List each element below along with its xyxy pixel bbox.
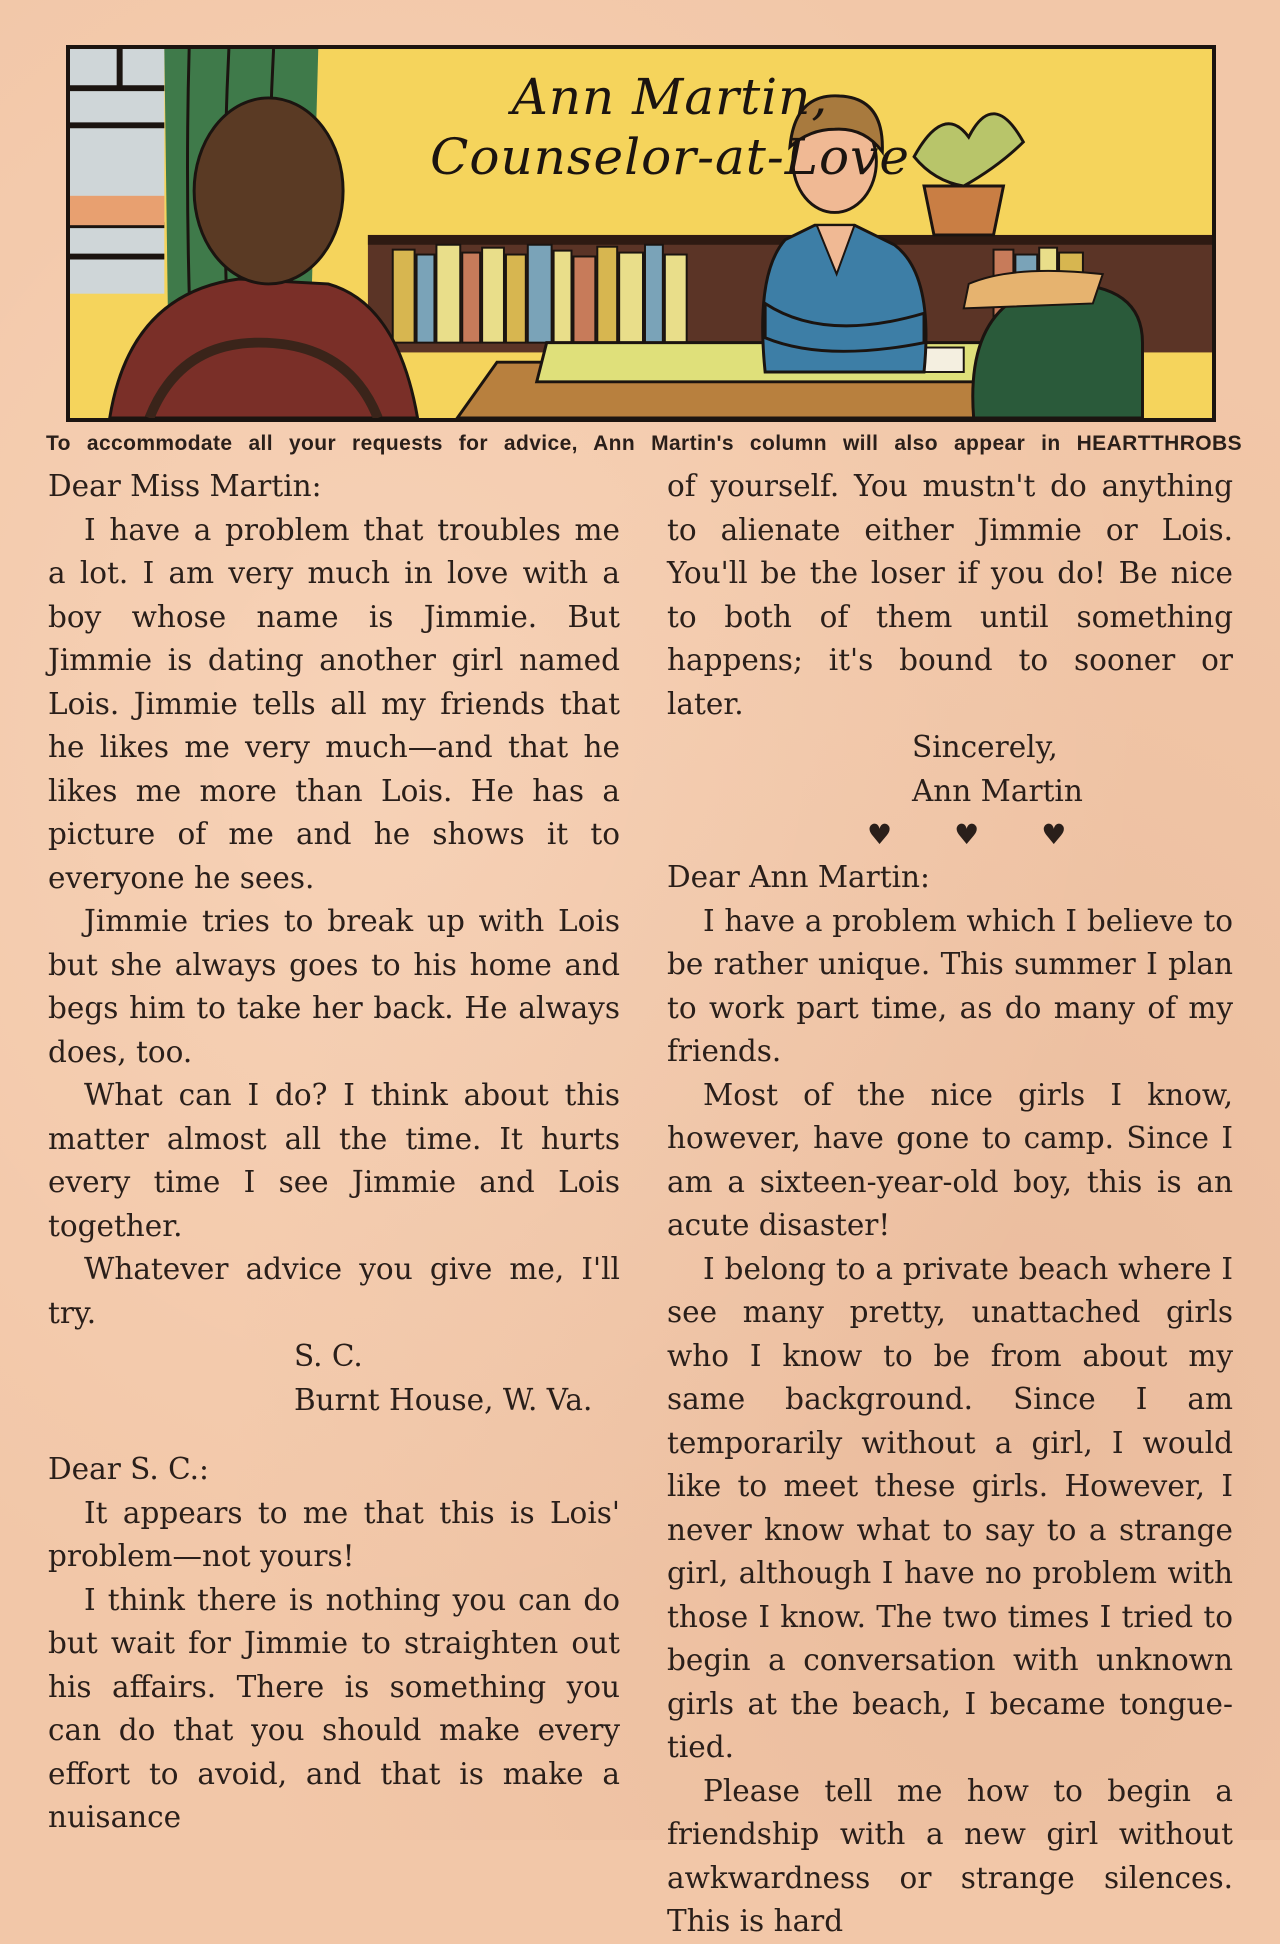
- banner-title-line-1: Ann Martin,: [511, 68, 829, 126]
- heart-icon: ♥: [867, 817, 893, 851]
- column-caption: To accommodate all your requests for advice, Ann Martin's column will also appear in HEARTTHROBS: [46, 432, 1242, 455]
- reply-closing-name: Ann Martin: [912, 773, 1083, 808]
- letter-paragraph: Jimmie tries to break up with Lois but she always goes to his home and begs him to take her back. He always does, too.: [48, 904, 620, 1069]
- letter-paragraph: I belong to a private beach where I see many pretty, unattached girls who I know to be from about my same background. Since I am temporarily without a girl, I would like to meet these girls. However, I never know what to say to a strange girl, although I have no problem with those I know. The two times I tried to begin a conversation with unknown girls at the beach, I became tongue-tied.: [667, 1251, 1233, 1764]
- left-column: [48, 465, 620, 1840]
- letter-paragraph: I have a problem that troubles me a lot. I am very much in love with a boy whose name is Jimmie. But Jimmie is dating another girl named Lois. Jimmie tells all my friends that he likes me very much—and that he likes me more than Lois. He has a picture of me and he shows it to everyone he sees.: [48, 512, 620, 895]
- reply-closing: Sincerely,: [912, 730, 1058, 764]
- letter-paragraph: Please tell me how to begin a friendship with a new girl without awkwardness or strange silences. This is hard: [667, 1773, 1233, 1938]
- banner-title-line-2: Counselor-at-Love: [430, 128, 910, 186]
- letter-paragraph: I have a problem which I believe to be rather unique. This summer I plan to work part time, as do many of my friends.: [667, 903, 1233, 1068]
- reply-salutation: Dear S. C.:: [48, 1452, 209, 1486]
- reply-paragraph: It appears to me that this is Lois' problem—not yours!: [48, 1495, 620, 1573]
- letter-paragraph: Most of the nice girls I know, however, have gone to camp. Since I am a sixteen-year-old boy, this is an acute disaster!: [667, 1077, 1233, 1242]
- reply-continuation: of yourself. You mustn't do anything to alienate either Jimmie or Lois. You'll be the loser if you do! Be nice to both of them until something happens; it's bound to sooner or later.: [667, 469, 1233, 721]
- letter-salutation: Dear Ann Martin:: [667, 860, 930, 894]
- letter-signature-initials: S. C.: [294, 1339, 363, 1373]
- heart-icon: ♥: [1041, 817, 1067, 851]
- letter-salutation: Dear Miss Martin:: [48, 469, 322, 503]
- header-illustration: [66, 45, 1216, 422]
- letter-paragraph: Whatever advice you give me, I'll try.: [48, 1252, 620, 1330]
- reply-paragraph: I think there is nothing you can do but wait for Jimmie to straighten out his affairs. There is something you can do that you should make every effort to avoid, and that is make a nuisance: [48, 1582, 620, 1834]
- letter-paragraph: What can I do? I think about this matter almost all the time. It hurts every time I see Jimmie and Lois together.: [48, 1078, 620, 1243]
- banner-title: [410, 67, 930, 187]
- right-column: [667, 465, 1233, 1944]
- letter-signature-place: Burnt House, W. Va.: [294, 1382, 593, 1417]
- heart-icon: ♥: [954, 817, 980, 851]
- section-gap: [48, 1422, 620, 1448]
- heart-divider: [667, 813, 1233, 856]
